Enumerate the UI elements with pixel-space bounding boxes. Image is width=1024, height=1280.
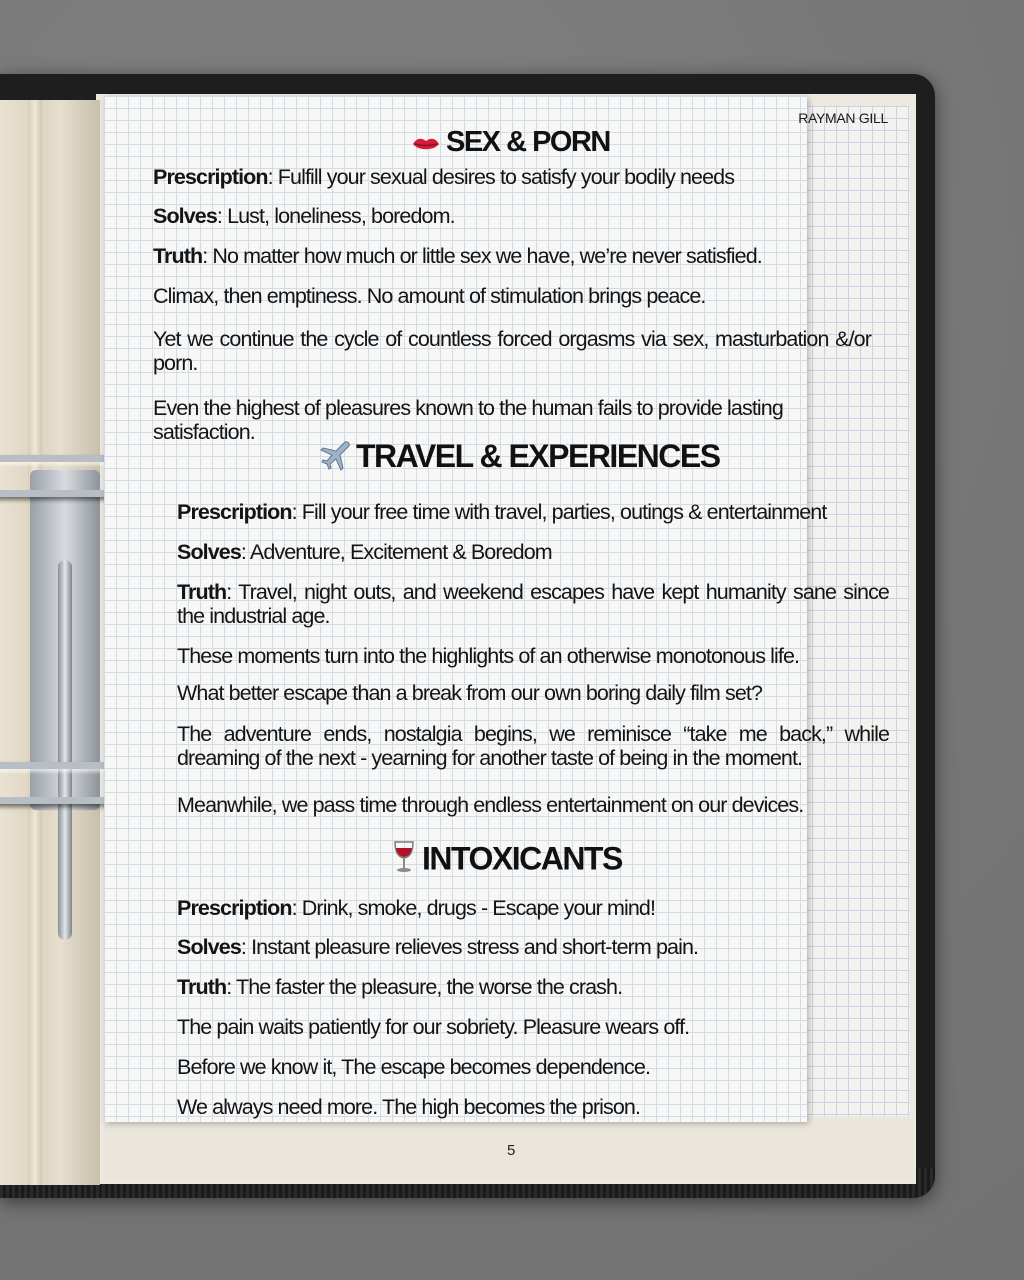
truth-text: : Travel, night outs, and weekend escapes have kept humanity sane since the industrial age. [177, 580, 889, 628]
prescription-label: Prescription [177, 500, 292, 524]
paragraph: The adventure ends, nostalgia begins, we reminisce “take me back,” while dreaming of the next - yearning for another taste of being in the moment. [177, 722, 889, 770]
prescription-label: Prescription [177, 896, 292, 920]
paragraph: Before we know it, The escape becomes dependence. [177, 1055, 651, 1079]
solves-label: Solves [177, 540, 241, 564]
section-heading-intoxicants [392, 840, 622, 882]
section-title: INTOXICANTS [422, 840, 622, 877]
paragraph: Even the highest of pleasures known to the human fails to provide lasting satisfaction. [153, 396, 783, 444]
solves-line [177, 540, 892, 564]
prescription-text: : Fulfill your sexual desires to satisfy your bodily needs [267, 165, 735, 189]
author-name: RAYMAN GILL [798, 110, 888, 126]
prescription-line [153, 165, 873, 189]
solves-text: : Lust, loneliness, boredom. [216, 204, 455, 228]
truth-line [153, 244, 873, 268]
solves-text: : Instant pleasure relieves stress and short-term pain. [240, 935, 699, 959]
truth-text: : No matter how much or little sex we have, we’re never satisfied. [202, 244, 762, 268]
lips-icon [412, 127, 440, 160]
section-heading-travel [318, 438, 720, 479]
solves-text: : Adventure, Excitement & Boredom [240, 540, 552, 564]
page-number: 5 [507, 1142, 516, 1159]
solves-line [153, 204, 873, 228]
truth-label: Truth [177, 580, 227, 604]
truth-line [177, 580, 889, 628]
truth-line [177, 975, 892, 999]
prescription-text: : Drink, smoke, drugs - Escape your mind! [291, 896, 656, 920]
section-title: TRAVEL & EXPERIENCES [356, 438, 720, 474]
paragraph: We always need more. The high becomes the prison. [177, 1095, 641, 1119]
truth-label: Truth [177, 975, 227, 999]
paragraph: What better escape than a break from our own boring daily film set? [177, 681, 763, 705]
section-heading-sex-porn [412, 126, 610, 160]
paragraph: Yet we continue the cycle of countless forced orgasms via sex, masturbation &/or porn. [153, 327, 871, 375]
section-title: SEX & PORN [446, 126, 610, 158]
solves-label: Solves [177, 935, 241, 959]
prescription-text: : Fill your free time with travel, parties, outings & entertainment [291, 500, 827, 524]
airplane-icon [318, 439, 350, 479]
solves-label: Solves [153, 204, 217, 228]
wine-glass-icon [392, 840, 416, 882]
paragraph: Climax, then emptiness. No amount of stimulation brings peace. [153, 284, 706, 308]
prescription-label: Prescription [153, 165, 268, 189]
truth-text: : The faster the pleasure, the worse the crash. [226, 975, 623, 999]
prescription-line [177, 896, 892, 920]
paragraph: The pain waits patiently for our sobriety. Pleasure wears off. [177, 1015, 690, 1039]
solves-line [177, 935, 892, 959]
paragraph: Meanwhile, we pass time through endless entertainment on our devices. [177, 793, 804, 817]
truth-label: Truth [153, 244, 203, 268]
prescription-line [177, 500, 892, 524]
paragraph: These moments turn into the highlights of an otherwise monotonous life. [177, 644, 800, 668]
